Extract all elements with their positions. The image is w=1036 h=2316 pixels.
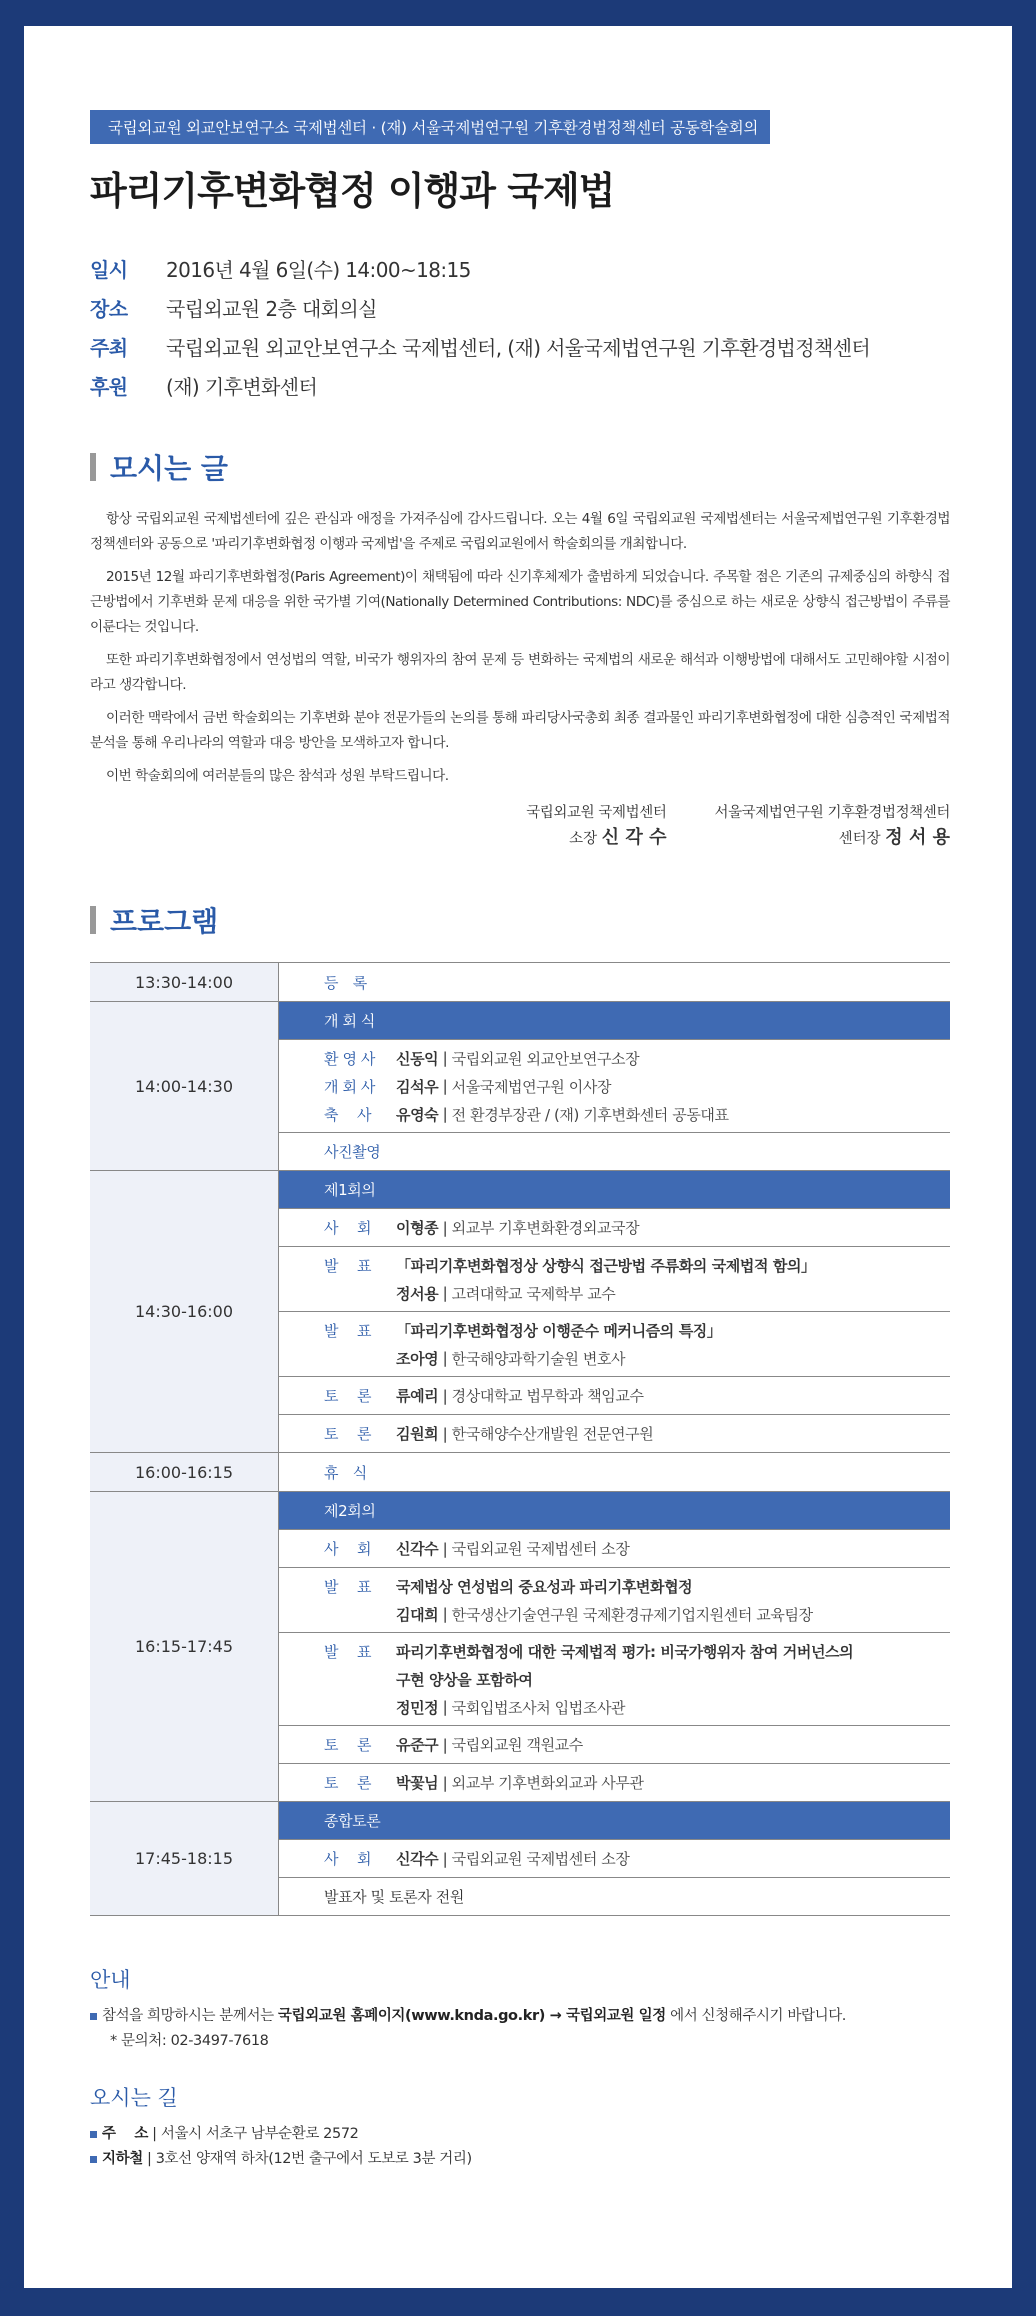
notice-text: 참석을 희망하시는 분께서는 <box>102 2008 278 2024</box>
greeting-paragraph: 또한 파리기후변화협정에서 연성법의 역할, 비국가 행위자의 참여 문제 등 변화하는 국제법의 새로운 해석과 이행방법에 대해서도 고민해야할 시점이라고 생각합니다. <box>90 652 950 693</box>
role-label: 발 표 <box>324 1256 372 1275</box>
discussant-cell: 토 론 유준구 | 국립외교원 객원교수 <box>279 1726 951 1764</box>
role-label: 토 론 <box>324 1425 372 1443</box>
role-label: 발 표 <box>324 1321 372 1340</box>
person-name: 신각수 <box>396 1850 439 1868</box>
greeting-paragraph: 항상 국립외교원 국제법센터에 깊은 관심과 애정을 가져주심에 감사드립니다. 오는 4월 6일 국립외교원 국제법센터는 서울국제법연구원 기후환경법정책센터와 공동으로 '파리기후변화협정 이행과 국제법'을 주제로 국립외교원에서 학술회의를 개최합니다. <box>90 511 950 552</box>
subway-label: 지하철 <box>102 2151 143 2167</box>
talk-title: 국제법상 연성법의 중요성과 파리기후변화협정 <box>396 1577 693 1596</box>
page-title: 파리기후변화협정 이행과 국제법 <box>90 169 615 213</box>
affiliation: 국립외교원 외교안보연구소장 <box>451 1049 640 1068</box>
role-label: 축 사 <box>324 1105 372 1124</box>
notice-link-text: 국립외교원 홈페이지(www.knda.go.kr) → 국립외교원 일정 <box>277 2008 666 2024</box>
talk-title-cont: 구현 양상을 포함하여 <box>396 1670 533 1689</box>
photo-session: 사진촬영 <box>279 1133 951 1171</box>
person-name: 김원희 <box>396 1425 439 1443</box>
greeting-title: 모시는 글 <box>110 452 228 485</box>
info-key: 일시 <box>90 258 128 282</box>
signer-line <box>526 825 666 852</box>
all-participants: 발표자 및 토론자 전원 <box>279 1878 951 1916</box>
affiliation: 국립외교원 국제법센터 소장 <box>451 1850 630 1868</box>
subway-value: 3호선 양재역 하차(12번 출구에서 도보로 3분 거리) <box>155 2151 472 2167</box>
person-name: 김대희 <box>396 1605 439 1624</box>
chair-cell: 사 회 신각수 | 국립외교원 국제법센터 소장 <box>279 1840 951 1878</box>
event-banner: 국립외교원 외교안보연구소 국제법센터 · (재) 서울국제법연구원 기후환경법정책센터 공동학술회의 <box>90 110 770 144</box>
speaker-line: 환 영 사 신동익 | 국립외교원 외교안보연구소장 <box>324 1049 640 1068</box>
person-name: 유영숙 <box>396 1105 439 1124</box>
table-row <box>90 1802 950 1840</box>
talk-title: 파리기후변화협정에 대한 국제법적 평가: 비국가행위자 참여 거버넌스의 <box>396 1642 854 1661</box>
presenter-line: 김대희 | 한국생산기술연구원 국제환경규제기업지원센터 교육팀장 <box>396 1605 813 1624</box>
info-key: 후원 <box>90 375 128 399</box>
role-label: 사 회 <box>324 1540 372 1558</box>
person-name: 정서용 <box>396 1284 439 1303</box>
affiliation: 국회입법조사처 입법조사관 <box>451 1698 626 1717</box>
person-name: 신각수 <box>396 1540 439 1558</box>
talk-title-line <box>324 1572 949 1600</box>
talk-cell <box>279 1568 951 1633</box>
discussant-cell: 토 론 김원희 | 한국해양수산개발원 전문연구원 <box>279 1415 951 1453</box>
address-label: 주 소 <box>102 2126 148 2142</box>
person-name: 조아영 <box>396 1349 439 1368</box>
role-label: 사 회 <box>324 1850 372 1868</box>
person-name: 유준구 <box>396 1736 439 1754</box>
role-label: 토 론 <box>324 1774 372 1792</box>
notice-title: 안내 <box>90 1968 131 1992</box>
bullet-icon <box>90 2156 97 2163</box>
time-cell: 14:30-16:00 <box>90 1171 279 1453</box>
info-row-host <box>90 327 950 366</box>
presenter-line: 조아영 | 한국해양과학기술원 변호사 <box>396 1349 626 1368</box>
affiliation: 한국해양과학기술원 변호사 <box>451 1349 626 1368</box>
address-line: 주 소 | 서울시 서초구 남부순환로 2572 <box>90 2122 950 2147</box>
person-name: 신동익 <box>396 1049 439 1068</box>
registration-cell <box>279 963 951 1002</box>
signer-org: 서울국제법연구원 기후환경법정책센터 <box>714 805 950 821</box>
table-row <box>90 1171 950 1209</box>
info-value: 2016년 4월 6일(수) 14:00~18:15 <box>166 258 471 282</box>
program-title: 프로그램 <box>110 905 219 938</box>
affiliation: 고려대학교 국제학부 교수 <box>451 1284 616 1303</box>
bullet-icon <box>90 2013 97 2020</box>
break-cell <box>279 1453 951 1492</box>
role-label: 환 영 사 <box>324 1049 376 1068</box>
address-value: 서울시 서초구 남부순환로 2572 <box>160 2126 359 2142</box>
presenter-line: 정서용 | 고려대학교 국제학부 교수 <box>396 1284 616 1303</box>
role-label: 개 회 사 <box>324 1077 376 1096</box>
talk-title-line <box>324 1251 949 1279</box>
speaker-line: 개 회 사 김석우 | 서울국제법연구원 이사장 <box>324 1077 612 1096</box>
time-cell: 13:30-14:00 <box>90 963 279 1002</box>
discussant-cell: 토 론 박꽃님 | 외교부 기후변화외교과 사무관 <box>279 1764 951 1802</box>
time-cell: 14:00-14:30 <box>90 1002 279 1171</box>
page-sheet <box>24 26 1012 2288</box>
greeting-paragraph: 2015년 12월 파리기후변화협정(Paris Agreement)이 채택됨에 따라 신기후체제가 출범하게 되었습니다. 주목할 점은 기존의 규제중심의 하향식 접근방법에서 기후변화 문제 대응을 위한 국가별 기여(Nationally Determined Contributions: NDC)를 중심으로 하는 새로운 상향식 접근방법이 주류를 이룬다는 것입니다. <box>90 569 950 635</box>
affiliation: 전 환경부장관 / (재) 기후변화센터 공동대표 <box>451 1105 729 1124</box>
session-label: 등 록 <box>324 973 367 992</box>
opening-speakers <box>279 1040 951 1133</box>
chair-cell: 사 회 이형종 | 외교부 기후변화환경외교국장 <box>279 1209 951 1247</box>
notice-line <box>90 2004 950 2029</box>
signatures <box>90 801 950 852</box>
table-row <box>90 1492 950 1530</box>
talk-cell <box>279 1247 951 1312</box>
signer-role: 센터장 <box>838 831 881 847</box>
affiliation: 국립외교원 국제법센터 소장 <box>451 1540 630 1558</box>
info-key: 장소 <box>90 297 128 321</box>
role-label: 토 론 <box>324 1736 372 1754</box>
affiliation: 한국해양수산개발원 전문연구원 <box>451 1425 654 1443</box>
greeting-paragraph: 이러한 맥락에서 금번 학술회의는 기후변화 분야 전문가들의 논의를 통해 파리당사국총회 최종 결과물인 파리기후변화협정에 대한 심층적인 국제법적 분석을 통해 우리나라의 역할과 대응 방안을 모색하고자 합니다. <box>90 710 950 751</box>
person-name: 정민정 <box>396 1698 439 1717</box>
talk-cell <box>279 1312 951 1377</box>
talk-title: 「파리기후변화협정상 상향식 접근방법 주류화의 국제법적 함의」 <box>396 1256 816 1275</box>
notice-section <box>90 1964 950 2054</box>
greeting-heading <box>90 447 950 487</box>
table-row <box>90 1453 950 1492</box>
person-name: 이형종 <box>396 1219 439 1237</box>
talk-title-line-2 <box>324 1665 949 1693</box>
subway-line: 지하철 | 3호선 양재역 하차(12번 출구에서 도보로 3분 거리) <box>90 2147 950 2172</box>
greeting-body <box>90 507 950 789</box>
role-label: 발 표 <box>324 1642 372 1661</box>
info-row-date <box>90 249 950 288</box>
role-label: 발 표 <box>324 1577 372 1596</box>
info-row-sponsor <box>90 366 950 405</box>
person-name: 김석우 <box>396 1077 439 1096</box>
affiliation: 국립외교원 객원교수 <box>451 1736 583 1754</box>
speaker-line: 축 사 유영숙 | 전 환경부장관 / (재) 기후변화센터 공동대표 <box>324 1105 729 1124</box>
info-value: 국립외교원 2층 대회의실 <box>166 297 377 321</box>
chair-cell: 사 회 신각수 | 국립외교원 국제법센터 소장 <box>279 1530 951 1568</box>
session-header: 개 회 식 <box>279 1002 951 1040</box>
signer-2 <box>714 801 950 852</box>
signer-org: 국립외교원 국제법센터 <box>526 805 667 821</box>
info-key: 주최 <box>90 336 128 360</box>
affiliation: 서울국제법연구원 이사장 <box>451 1077 612 1096</box>
person-name: 류예리 <box>396 1387 439 1405</box>
talk-title-line <box>324 1637 949 1665</box>
time-cell: 17:45-18:15 <box>90 1802 279 1916</box>
role-label: 사 회 <box>324 1219 372 1237</box>
affiliation: 외교부 기후변화환경외교국장 <box>451 1219 640 1237</box>
notice-text: 에서 신청해주시기 바랍니다. <box>665 2008 847 2024</box>
affiliation: 외교부 기후변화외교과 사무관 <box>451 1774 644 1792</box>
heading-bar <box>90 906 96 934</box>
program-heading <box>90 900 950 940</box>
info-value: 국립외교원 외교안보연구소 국제법센터, (재) 서울국제법연구원 기후환경법정책센터 <box>166 336 871 360</box>
session-label: 휴 식 <box>324 1463 367 1482</box>
time-cell: 16:00-16:15 <box>90 1453 279 1492</box>
role-label: 토 론 <box>324 1387 372 1405</box>
talk-cell <box>279 1633 951 1726</box>
table-row <box>90 963 950 1002</box>
bullet-icon <box>90 2131 97 2138</box>
signer-name: 정 서 용 <box>885 827 950 848</box>
affiliation: 한국생산기술연구원 국제환경규제기업지원센터 교육팀장 <box>451 1605 813 1624</box>
event-info <box>90 249 950 405</box>
notice-contact: * 문의처: 02-3497-7618 <box>110 2033 269 2049</box>
signer-name: 신 각 수 <box>601 827 667 848</box>
info-value: (재) 기후변화센터 <box>166 375 318 399</box>
session-header: 제2회의 <box>279 1492 951 1530</box>
time-cell: 16:15-17:45 <box>90 1492 279 1802</box>
session-header: 제1회의 <box>279 1171 951 1209</box>
presenter-line: 정민정 | 국회입법조사처 입법조사관 <box>396 1698 626 1717</box>
signer-role: 소장 <box>569 831 598 847</box>
program-table <box>90 962 950 1916</box>
session-header: 종합토론 <box>279 1802 951 1840</box>
talk-title: 「파리기후변화협정상 이행준수 메커니즘의 특징」 <box>396 1321 722 1340</box>
talk-title-line <box>324 1316 949 1344</box>
directions-section <box>90 2082 950 2172</box>
greeting-paragraph: 이번 학술회의에 여러분들의 많은 참석과 성원 부탁드립니다. <box>106 768 449 784</box>
directions-title: 오시는 길 <box>90 2086 178 2110</box>
info-row-venue <box>90 288 950 327</box>
person-name: 박꽃님 <box>396 1774 439 1792</box>
heading-bar <box>90 453 96 481</box>
affiliation: 경상대학교 법무학과 책임교수 <box>451 1387 644 1405</box>
signer-line <box>714 825 950 852</box>
discussant-cell: 토 론 류예리 | 경상대학교 법무학과 책임교수 <box>279 1377 951 1415</box>
content <box>90 110 950 2172</box>
signer-1 <box>526 801 666 852</box>
table-row <box>90 1002 950 1040</box>
